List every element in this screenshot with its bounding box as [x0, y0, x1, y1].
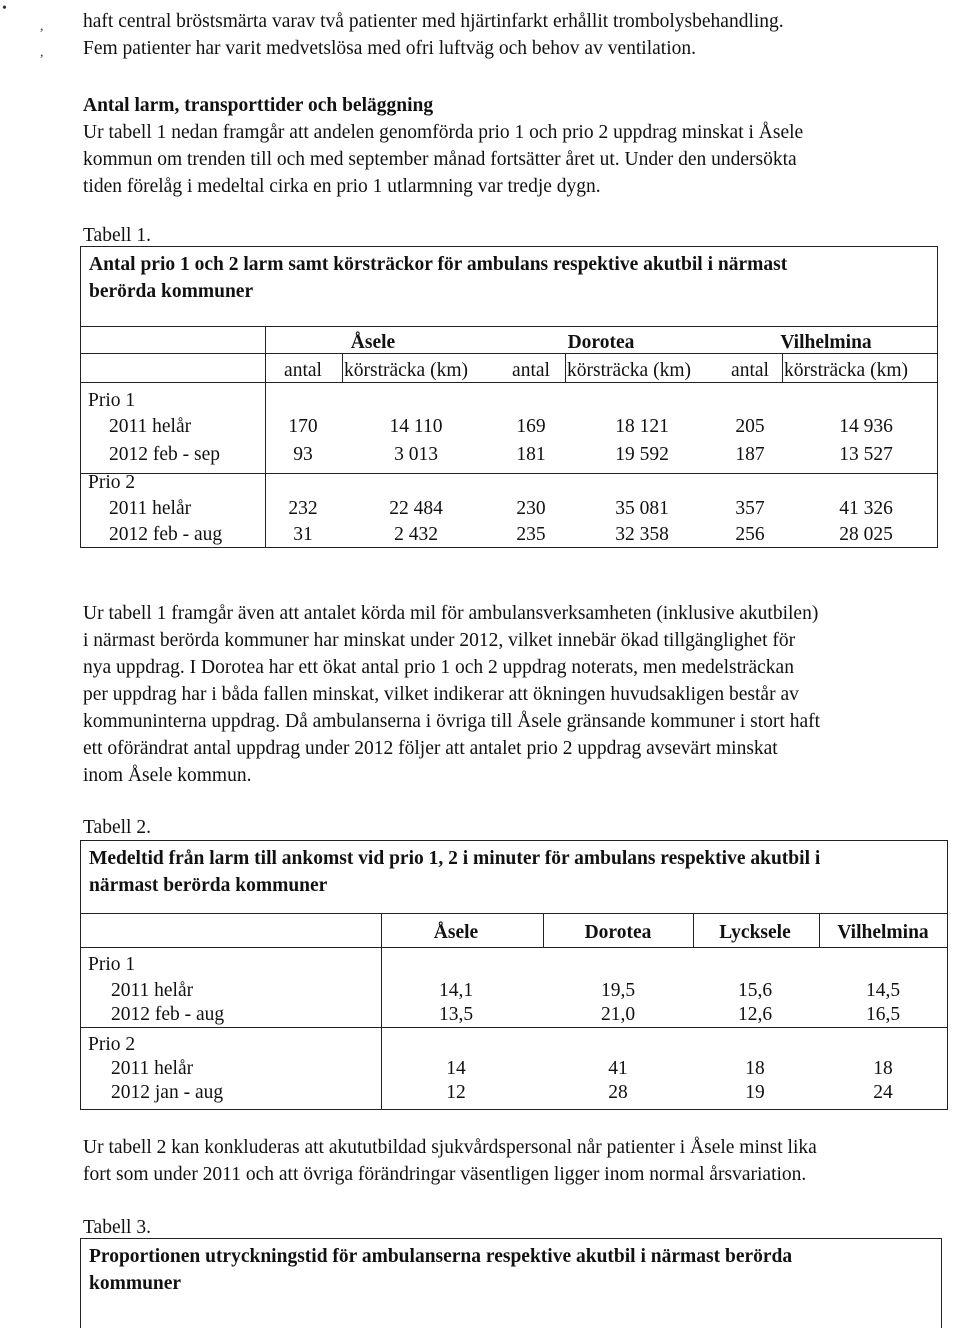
table2-rule [81, 947, 947, 948]
table2 [80, 840, 948, 1110]
paragraph-3 [83, 1134, 943, 1188]
table2-cell: 28 [608, 1082, 628, 1103]
table2-header-vilhelmina: Vilhelmina [837, 922, 929, 943]
table2-cell: 14 [446, 1058, 466, 1079]
table1-subheader-divider [342, 354, 343, 382]
paragraph-line: ett oförändrat antal uppdrag under 2012 följer att antalet prio 2 uppdrag avsevärt minskat [83, 738, 778, 759]
table3-caption-line: Proportionen utryckningstid för ambulanserna respektive akutbil i närmast berörda [89, 1246, 793, 1267]
table2-cell: 12,6 [737, 1004, 773, 1025]
table2-label: Tabell 2. [83, 817, 151, 838]
table1-cell: 181 [516, 444, 546, 465]
paragraph-line: inom Åsele kommun. [83, 765, 252, 786]
table2-cell: 41 [608, 1058, 628, 1079]
table3-label: Tabell 3. [83, 1217, 151, 1238]
table1-cell: 232 [288, 498, 318, 519]
table2-cell: 18 [873, 1058, 893, 1079]
table2-header-lycksele: Lycksele [719, 922, 791, 943]
scan-mark: , [40, 19, 44, 34]
table1-subheader: antal [512, 360, 550, 381]
table1-group-label: Prio 1 [88, 390, 136, 411]
table1-cell: 28 025 [839, 524, 893, 545]
paragraph-line: Ur tabell 2 kan konkluderas att akututbildad sjukvårdspersonal når patienter i Åsele minst lika [83, 1137, 817, 1158]
table1-cell: 187 [735, 444, 765, 465]
table1-header-asele: Åsele [350, 332, 396, 353]
table1-period: 2012 feb - aug [109, 524, 223, 545]
intro-line: Fem patienter har varit medvetslösa med ofri luftväg och behov av ventilation. [83, 38, 696, 59]
table1-subheader: antal [284, 360, 322, 381]
table1-rule [81, 326, 937, 327]
table1-cell: 169 [516, 416, 546, 437]
section-line: tiden förelåg i medeltal cirka en prio 1 utlarmning var tredje dygn. [83, 176, 601, 197]
table1-header-vilhelmina: Vilhelmina [780, 332, 872, 353]
table1-cell: 14 936 [839, 416, 893, 437]
table2-group-label: Prio 1 [88, 954, 136, 975]
table2-cell: 16,5 [865, 1004, 901, 1025]
table1-cell: 31 [293, 524, 313, 545]
table1-cell: 13 527 [839, 444, 893, 465]
table3-caption [89, 1243, 792, 1297]
table2-cell: 12 [446, 1082, 466, 1103]
table1 [80, 246, 938, 548]
paragraph-2 [83, 600, 943, 789]
table2-header-divider [543, 913, 544, 947]
table1-cell: 41 326 [839, 498, 893, 519]
intro-line: haft central bröstsmärta varav två patienter med hjärtinfarkt erhållit trombolysbehandling. [83, 11, 784, 32]
table1-cell: 19 592 [615, 444, 669, 465]
table1-cell: 357 [735, 498, 765, 519]
table1-cell: 230 [516, 498, 546, 519]
table2-cell: 24 [873, 1082, 893, 1103]
table1-cell: 35 081 [615, 498, 669, 519]
table2-header-divider [819, 913, 820, 947]
paragraph-line: Ur tabell 1 framgår även att antalet körda mil för ambulansverksamheten (inklusive akutbilen) [83, 603, 819, 624]
table1-label: Tabell 1. [83, 225, 151, 246]
section-heading: Antal larm, transporttider och beläggning [83, 95, 434, 116]
table1-subheader: körsträcka (km) [344, 360, 468, 381]
scan-mark: , [40, 45, 44, 60]
section-paragraph [83, 92, 943, 200]
table1-subheader-divider [565, 354, 566, 382]
table1-cell: 170 [288, 416, 318, 437]
table1-cell: 18 121 [615, 416, 669, 437]
table1-header-dorotea: Dorotea [567, 332, 635, 353]
table1-cell: 2 432 [394, 524, 438, 545]
table1-cell: 32 358 [615, 524, 669, 545]
table2-period: 2011 helår [111, 980, 194, 1001]
table1-cell: 256 [735, 524, 765, 545]
table2-cell: 19,5 [600, 980, 636, 1001]
paragraph-line: nya uppdrag. I Dorotea har ett ökat antal prio 1 och 2 uppdrag noterats, men medelsträckan [83, 657, 794, 678]
table1-cell: 93 [293, 444, 313, 465]
table1-caption-line: berörda kommuner [89, 281, 254, 302]
table1-period: 2011 helår [109, 498, 192, 519]
paragraph-line: i närmast berörda kommuner har minskat under 2012, vilket innebär ökad tillgänglighet för [83, 630, 796, 651]
table2-header-dorotea: Dorotea [584, 922, 652, 943]
table2-caption [89, 845, 820, 899]
table2-cell: 18 [745, 1058, 765, 1079]
table2-group-label: Prio 2 [88, 1034, 136, 1055]
table3 [80, 1238, 942, 1328]
table1-cell: 235 [516, 524, 546, 545]
table1-period: 2011 helår [109, 416, 192, 437]
table2-caption-line: närmast berörda kommuner [89, 875, 328, 896]
table2-cell: 19 [745, 1082, 765, 1103]
table1-rule [81, 473, 937, 474]
table2-period: 2012 jan - aug [111, 1082, 224, 1103]
table1-subheader: körsträcka (km) [567, 360, 691, 381]
table2-cell: 21,0 [600, 1004, 636, 1025]
table2-period: 2012 feb - aug [111, 1004, 225, 1025]
table1-subheader-divider [782, 354, 783, 382]
table1-caption [89, 251, 787, 305]
table2-cell: 13,5 [438, 1004, 474, 1025]
table1-group-label: Prio 2 [88, 472, 136, 493]
table1-subheader: antal [731, 360, 769, 381]
table1-cell: 205 [735, 416, 765, 437]
paragraph-line: kommuninterna uppdrag. Då ambulanserna i övriga till Åsele gränsande kommuner i stort haft [83, 711, 821, 732]
table2-cell: 14,1 [438, 980, 474, 1001]
table2-caption-line: Medeltid från larm till ankomst vid prio 1, 2 i minuter för ambulans respektive akutbil i [89, 848, 821, 869]
table2-header-asele: Åsele [433, 922, 479, 943]
section-line: kommun om trenden till och med september månad fortsätter året ut. Under den undersökta [83, 149, 797, 170]
table1-subheader: körsträcka (km) [784, 360, 908, 381]
table1-cell: 14 110 [389, 416, 443, 437]
table2-cell: 15,6 [737, 980, 773, 1001]
table3-caption-line: kommuner [89, 1273, 182, 1294]
table1-cell: 22 484 [389, 498, 443, 519]
table1-cell: 3 013 [394, 444, 438, 465]
table2-header-divider [693, 913, 694, 947]
table2-cell: 14,5 [865, 980, 901, 1001]
table1-caption-line: Antal prio 1 och 2 larm samt körsträckor för ambulans respektive akutbil i närmast [89, 254, 788, 275]
paragraph-line: fort som under 2011 och att övriga förändringar väsentligen ligger inom normal årsvariation. [83, 1164, 807, 1185]
table1-period: 2012 feb - sep [109, 444, 221, 465]
table2-period: 2011 helår [111, 1058, 194, 1079]
section-line: Ur tabell 1 nedan framgår att andelen genomförda prio 1 och prio 2 uppdrag minskat i Åsele [83, 122, 804, 143]
table2-rule [81, 913, 947, 914]
scan-mark: • [2, 1, 7, 16]
intro-paragraph [83, 8, 943, 62]
paragraph-line: per uppdrag har i båda fallen minskat, vilket indikerar att ökningen huvudsakligen består av [83, 684, 799, 705]
